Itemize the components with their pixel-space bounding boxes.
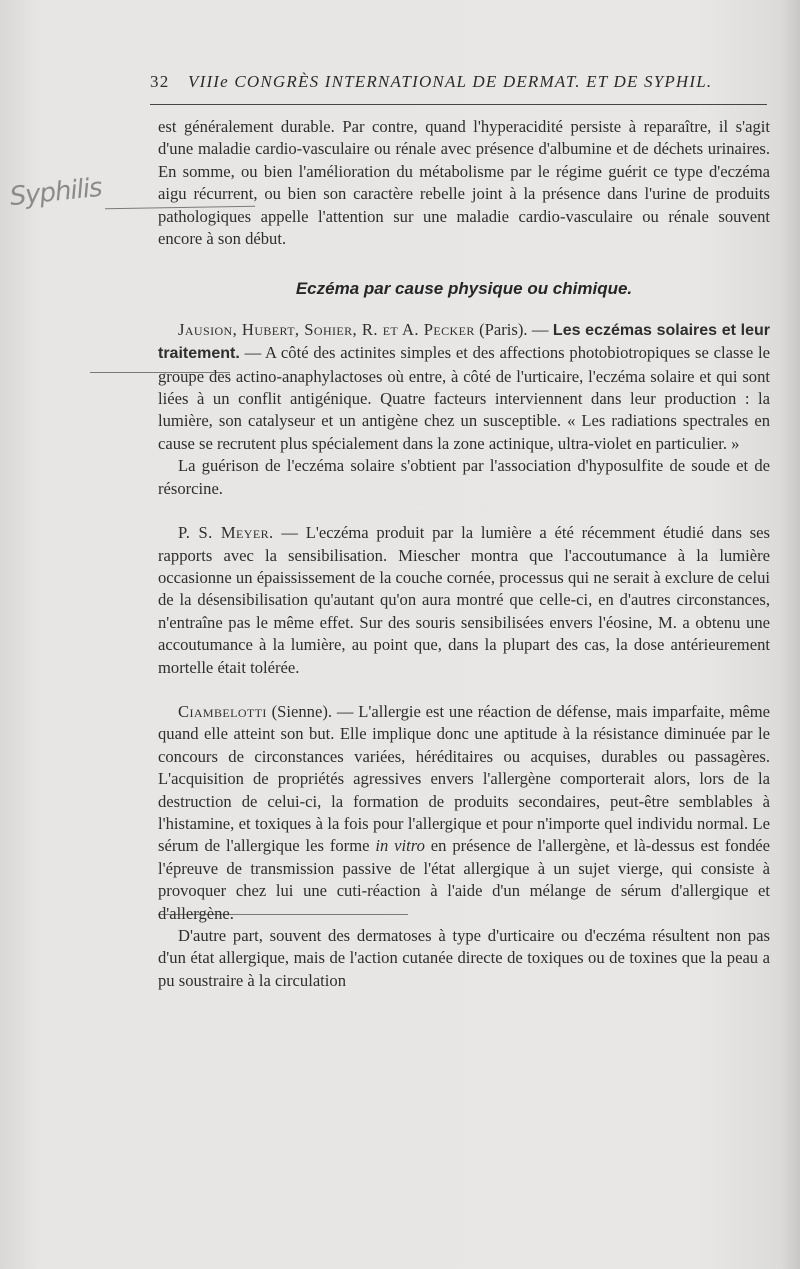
header-rule bbox=[150, 104, 767, 105]
entry-text: — L'allergie est une réaction de défense, mais imparfaite, même quand elle atteint son but. Elle implique donc une aptitude à la résistance diminuée par le concours de circonstances variées, héréditaires ou acquises, durables ou passagères. L'acquisition de propriétés agressives envers l'allergène comporterait alors, lors de la destruction de celui-ci, la formation de produits secondaires, peut-être semblables à l'histamine, et toxiques à la fois pour l'allergique et pour n'importe quel individu normal. Le sérum de l'allergique les forme bbox=[158, 701, 770, 856]
running-title: VIIIe CONGRÈS INTERNATIONAL DE DERMAT. ET DE SYPHIL. bbox=[188, 72, 713, 91]
entry-place: (Sienne). bbox=[271, 701, 333, 721]
entry-dash: — bbox=[527, 319, 553, 339]
entry-place: (Paris). bbox=[479, 319, 528, 339]
entry-meyer bbox=[158, 522, 770, 679]
entry-text: — A côté des actinites simples et des affections photobiotropiques se classe le groupe des actino-anaphylactoses où entre, à côté de l'urticaire, l'eczéma solaire et qui sont liées à un conflit antigénique. Quatre facteurs interviennent dans leur production : la lumière, son catalyseur et un antigène chez un susceptible. « Les radiations spectrales en cause se recrutent plus spécialement dans la zone actinique, ultra-violet en particulier. » bbox=[158, 343, 770, 453]
handwritten-margin-note: Syphilis bbox=[8, 172, 104, 213]
page-number: 32 bbox=[150, 72, 170, 91]
entry-authors: Ciambelotti bbox=[178, 701, 267, 721]
running-header bbox=[150, 68, 770, 98]
entry-ciambelotti bbox=[158, 701, 770, 925]
entry-authors: P. S. Meyer. bbox=[178, 523, 274, 543]
paper-title: Les eczémas solaires et leur traitement. bbox=[158, 321, 771, 363]
section-title: Eczéma par cause physique ou chimique. bbox=[295, 279, 633, 299]
entry-text-2: en présence de l'allergène, et là-dessus est fondée l'épreuve de transmission passive de l'état allergique à un sujet vierge, qui consiste à provoquer chez lui une cuti-réaction à l'aide d'un mélange de sérum d'allergique et d'allergène. bbox=[158, 836, 771, 923]
intro-paragraph: est généralement durable. Par contre, quand l'hyperacidité persiste à reparaître, il s'agit d'une maladie cardio-vasculaire ou rénale avec présence d'albumine et de déchets urinaires. En somme, ou bien l'amélioration du métabolisme par le régime guérit ce type d'eczéma aigu récurrent, ou bien son caractère rebelle joint à la présence dans l'urine de produits pathologiques appelle l'attention sur une maladie cardio-vasculaire ou rénale souvent encore à son début. bbox=[158, 117, 770, 249]
entry-jausion-extra: La guérison de l'eczéma solaire s'obtient par l'association d'hyposulfite de soude et de résorcine. bbox=[158, 456, 770, 498]
entry-authors: Jausion, Hubert, Sohier, R. et A. Pecker bbox=[178, 319, 475, 339]
paragraph-gap bbox=[158, 500, 770, 522]
paragraph-gap bbox=[158, 679, 770, 701]
entry-jausion bbox=[158, 319, 770, 455]
entry-text: — L'eczéma produit par la lumière a été récemment étudié dans ses rapports avec la sensibilisation. Miescher montra que l'accoutumance à la lumière occasionne un épaississement de la couche cornée, processus qui ne serait à exclure de celui de la désensibilisation qu'autant qu'on aura montré que celle-ci, en d'autres circonstances, n'entraîne pas le même effet. Sur des souris sensibilisées envers l'éosine, M. a obtenu une accoutumance à la lumière, au point que, dans la plupart des cas, la dose antérieurement mortelle était tolérée. bbox=[158, 523, 770, 677]
entry-ciambelotti-extra: D'autre part, souvent des dermatoses à type d'urticaire ou d'eczéma résultent non pas d'un état allergique, mais de l'action cutanée directe de toxiques ou de toxines que la peau a pu soustraire à la circulation bbox=[158, 926, 770, 990]
body-text bbox=[158, 116, 770, 992]
italic-term: in vitro bbox=[375, 836, 425, 856]
